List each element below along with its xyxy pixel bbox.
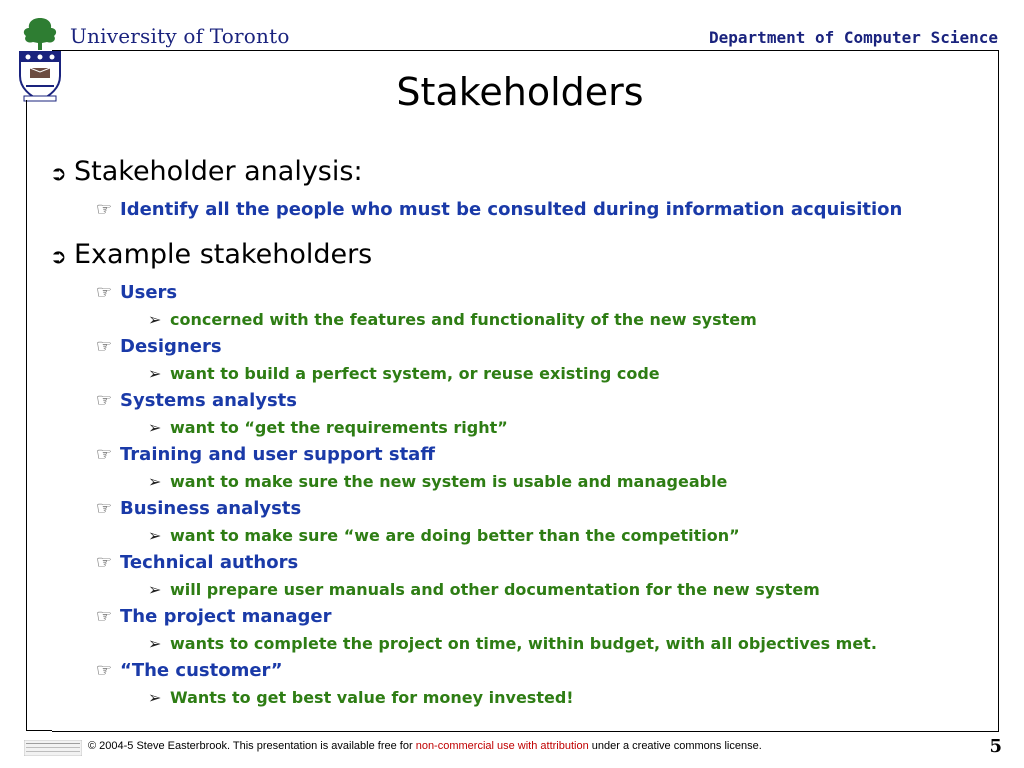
license-link[interactable]: non-commercial use with attribution (415, 740, 589, 752)
sub-list-item-text: want to make sure “we are doing better than the competition” (170, 526, 740, 545)
sub-list-item (50, 360, 1000, 387)
arrowhead-icon: ➢ (148, 688, 162, 707)
section-heading-text: Stakeholder analysis: (74, 156, 363, 187)
arrowhead-icon: ➢ (148, 634, 162, 653)
list-item (50, 549, 1000, 576)
list-item (50, 387, 1000, 414)
list-item (50, 279, 1000, 306)
list-item-text: Technical authors (120, 552, 299, 573)
list-item (50, 495, 1000, 522)
sub-list-item-text: want to build a perfect system, or reuse existing code (170, 364, 660, 383)
list-item (50, 603, 1000, 630)
arrowhead-icon: ➢ (148, 580, 162, 599)
sub-list-item (50, 684, 1000, 711)
list-item-text: Business analysts (120, 498, 302, 519)
list-item-text: Users (120, 282, 178, 303)
section-heading (50, 235, 1000, 279)
pointing-hand-icon: ☞ (96, 498, 113, 519)
list-item (50, 657, 1000, 684)
slide-title: Stakeholders (396, 70, 644, 114)
sub-list-item (50, 306, 1000, 333)
pointing-hand-icon: ☞ (96, 444, 113, 465)
arrowhead-icon: ➢ (148, 472, 162, 491)
list-item-text: The project manager (120, 606, 332, 627)
arrowhead-icon: ➢ (148, 364, 162, 383)
pointing-hand-icon: ☞ (96, 606, 113, 627)
sub-list-item-text: will prepare user manuals and other documentation for the new system (170, 580, 820, 599)
list-item-text: Training and user support staff (120, 444, 435, 465)
pointing-hand-icon: ☞ (96, 390, 113, 411)
list-item-text: Systems analysts (120, 390, 298, 411)
sub-list-item-text: want to “get the requirements right” (170, 418, 508, 437)
pointing-hand-icon: ☞ (96, 660, 113, 681)
pointing-hand-icon: ☞ (96, 336, 113, 357)
pointing-hand-icon: ☞ (96, 282, 113, 303)
section-heading (50, 152, 1000, 196)
slide-frame-left (26, 100, 27, 730)
footer-license (88, 740, 762, 752)
curved-arrow-icon: ➲ (50, 161, 67, 185)
sub-list-item (50, 414, 1000, 441)
curved-arrow-icon: ➲ (50, 244, 67, 268)
list-item (50, 196, 1000, 223)
list-item-text: Designers (120, 336, 222, 357)
university-name: University of Toronto (70, 24, 290, 48)
sub-list-item (50, 576, 1000, 603)
sub-list-item-text: Wants to get best value for money invested! (170, 688, 574, 707)
list-item (50, 333, 1000, 360)
slide-content (50, 152, 1000, 711)
sub-list-item (50, 630, 1000, 657)
list-item-text: Identify all the people who must be consulted during information acquisition (120, 199, 903, 220)
list-item (50, 441, 1000, 468)
footer-text-after: under a creative commons license. (588, 740, 762, 752)
pointing-hand-icon: ☞ (96, 552, 113, 573)
sub-list-item (50, 522, 1000, 549)
footer-text: © 2004-5 Steve Easterbrook. This presentation is available free for (88, 740, 416, 752)
section-heading-text: Example stakeholders (74, 239, 373, 270)
sub-list-item-text: want to make sure the new system is usable and manageable (170, 472, 728, 491)
creative-commons-badge-icon (24, 740, 82, 756)
sub-list-item-text: wants to complete the project on time, within budget, with all objectives met. (170, 634, 877, 653)
sub-list-item-text: concerned with the features and functionality of the new system (170, 310, 757, 329)
arrowhead-icon: ➢ (148, 526, 162, 545)
slide-frame-bottom (26, 730, 52, 731)
department-name: Department of Computer Science (709, 28, 998, 47)
page-number: 5 (989, 736, 1002, 757)
sub-list-item (50, 468, 1000, 495)
pointing-hand-icon: ☞ (96, 199, 113, 220)
arrowhead-icon: ➢ (148, 310, 162, 329)
list-item-text: “The customer” (120, 660, 283, 681)
arrowhead-icon: ➢ (148, 418, 162, 437)
